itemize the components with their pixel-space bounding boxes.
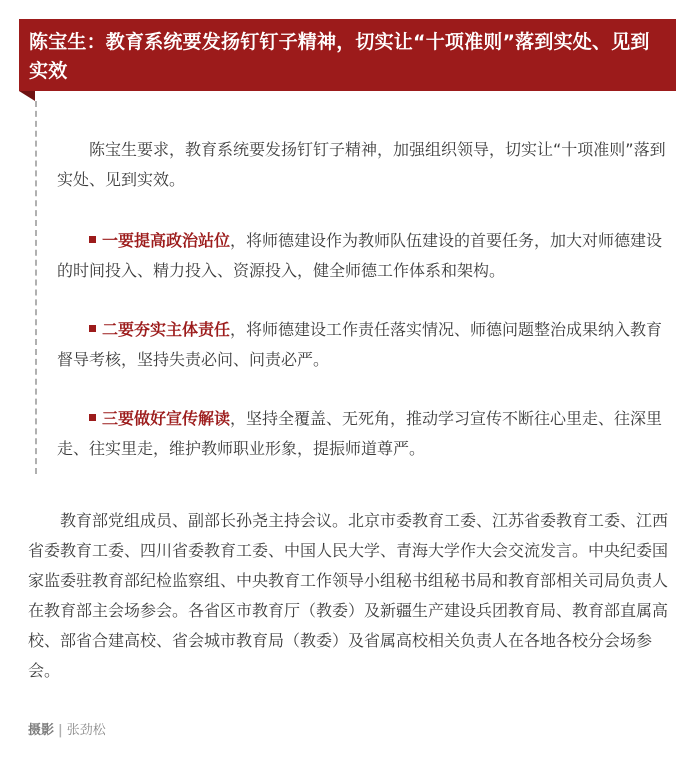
credit-label: 摄影: [28, 723, 55, 738]
credit-separator: |: [58, 723, 63, 738]
square-bullet-icon: [89, 414, 96, 421]
point-3-text: ，坚持全覆盖、无死角，推动学习宣传不断往心里走、往深里走、往实里走，维护教师职业形象，提振师道尊严。: [57, 409, 663, 458]
body-paragraph: 教育部党组成员、副部长孙尧主持会议。北京市委教育工委、江苏省委教育工委、江西省委教育工委、四川省委教育工委、中国人民大学、青海大学作大会交流发言。中央纪委国家监委驻教育部纪检监察组、中央教育工作领导小组秘书组秘书局和教育部相关司局负责人在教育部主会场参会。各省区市教育厅（教委）及新疆生产建设兵团教育局、教育部直属高校、部省合建高校、省会城市教育局（教委）及省属高校相关负责人在各地各校分会场参会。: [28, 511, 669, 680]
credit-name: 张劲松: [66, 723, 106, 738]
square-bullet-icon: [89, 325, 96, 332]
point-3-heading: 三要做好宣传解读: [102, 409, 231, 428]
point-2-text: ，将师德建设工作责任落实情况、师德问题整治成果纳入教育督导考核，坚持失责必问、问责必严。: [57, 320, 663, 369]
point-1-text: ，将师德建设作为教师队伍建设的首要任务，加大对师德建设的时间投入、精力投入、资源投入，健全师德工作体系和架构。: [57, 231, 663, 280]
point-3: [57, 404, 675, 464]
point-2: [57, 315, 675, 375]
point-1-heading: 一要提高政治站位: [102, 231, 231, 250]
quote-intro: 陈宝生要求，教育系统要发扬钉钉子精神，加强组织领导，切实让“十项准则”落到实处、见到实效。: [57, 140, 666, 189]
article-header-banner: [19, 19, 676, 91]
photo-credit: [28, 721, 106, 741]
point-1: [57, 226, 675, 286]
article-title: 陈宝生：教育系统要发扬钉钉子精神，切实让“十项准则”落到实处、见到实效: [29, 31, 650, 82]
quote-section: [35, 101, 677, 474]
square-bullet-icon: [89, 236, 96, 243]
point-2-heading: 二要夯实主体责任: [102, 320, 231, 339]
